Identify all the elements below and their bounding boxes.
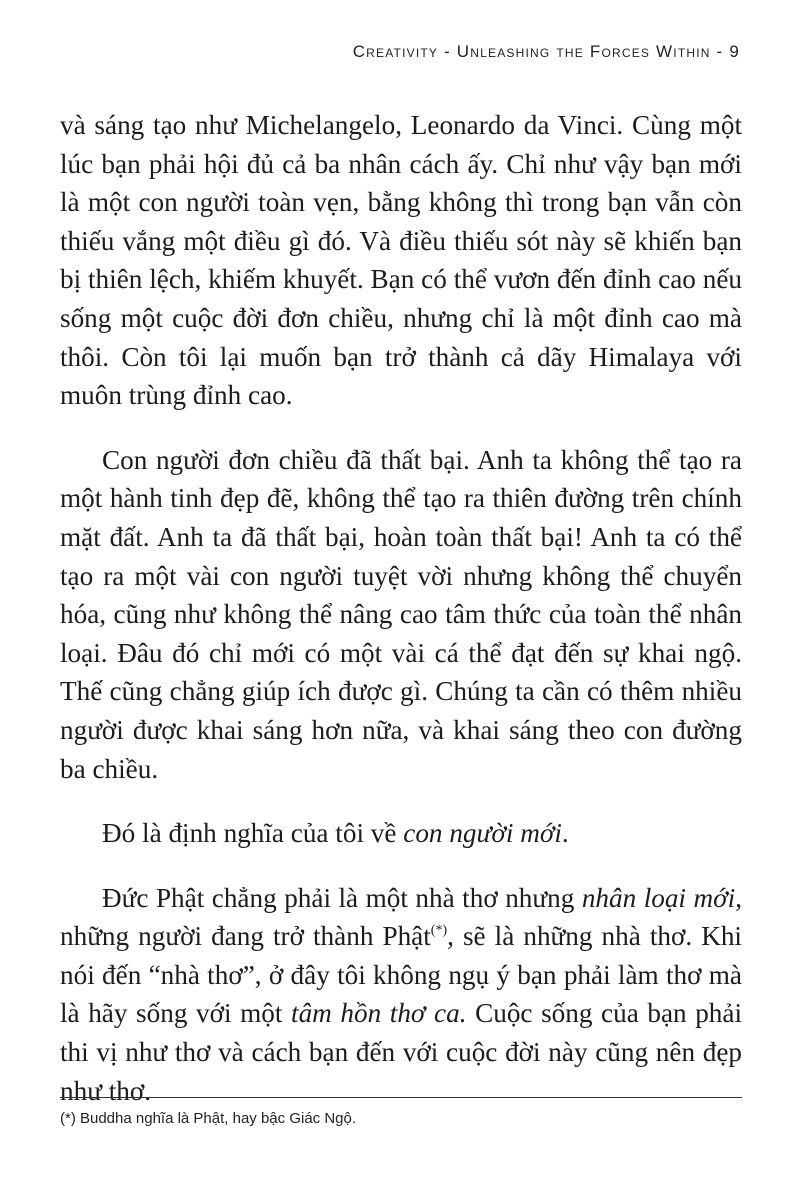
paragraph-3 <box>60 814 742 853</box>
p4-italic-2: tâm hồn thơ ca. <box>291 998 467 1029</box>
p4-text-1: Đức Phật chẳng phải là một nhà thơ nhưng <box>102 882 582 913</box>
p4-text-2: , những người đang trở thành Phật <box>60 882 742 952</box>
paragraph-2: Con người đơn chiều đã thất bại. Anh ta không thể tạo ra một hành tinh đẹp đẽ, không thể tạo ra thiên đường trên chính mặt đất. Anh ta đã thất bại, hoàn toàn thất bại! Anh ta có thể tạo ra một vài con người tuyệt vời nhưng không thể chuyển hóa, cũng như không thể nâng cao tâm thức của toàn thể nhân loại. Đâu đó chỉ mới có một vài cá thể đạt đến sự khai ngộ. Thế cũng chẳng giúp ích được gì. Chúng ta cần có thêm nhiều người được khai sáng hơn nữa, và khai sáng theo con đường ba chiều. <box>60 444 742 784</box>
footnote-rule <box>60 1097 742 1098</box>
book-title: Creativity - Unleashing the Forces Within <box>352 42 711 61</box>
p3-end: . <box>561 818 569 849</box>
paragraph-1: và sáng tạo như Michelangelo, Leonardo da Vinci. Cùng một lúc bạn phải hội đủ cả ba nhân cách ấy. Chỉ như vậy bạn mới là một con người toàn vẹn, bằng không thì trong bạn vẫn còn thiếu vắng một điều gì đó. Và điều thiếu sót này sẽ khiến bạn bị thiên lệch, khiếm khuyết. Bạn có thể vươn đến đỉnh cao nếu sống một cuộc đời đơn chiều, nhưng chỉ là một đỉnh cao mà thôi. Còn tôi lại muốn bạn trở thành cả dãy Himalaya với muôn trùng đỉnh cao. <box>60 110 742 411</box>
page-number: 9 <box>729 42 740 61</box>
footnote-marker: (*) <box>430 923 448 939</box>
running-header <box>353 42 740 62</box>
p4-text-4: Cuộc sống của bạn phải thi vị như thơ và cách bạn đến với cuộc đời này cũng nên đẹp như thơ. <box>60 998 743 1106</box>
paragraph-4 <box>60 879 742 1111</box>
p4-text-3: , sẽ là những nhà thơ. Khi nói đến “nhà thơ”, ở đây tôi không ngụ ý bạn phải làm thơ mà là hãy sống với một <box>60 921 742 1029</box>
p3-italic: con người mới <box>403 818 562 849</box>
body-text <box>60 106 742 1136</box>
p4-italic-1: nhân loại mới <box>581 882 736 913</box>
p3-text: Đó là định nghĩa của tôi về <box>102 818 404 849</box>
header-separator: - <box>710 42 730 61</box>
footnote: (*) Buddha nghĩa là Phật, hay bậc Giác Ngộ. <box>60 1110 357 1127</box>
